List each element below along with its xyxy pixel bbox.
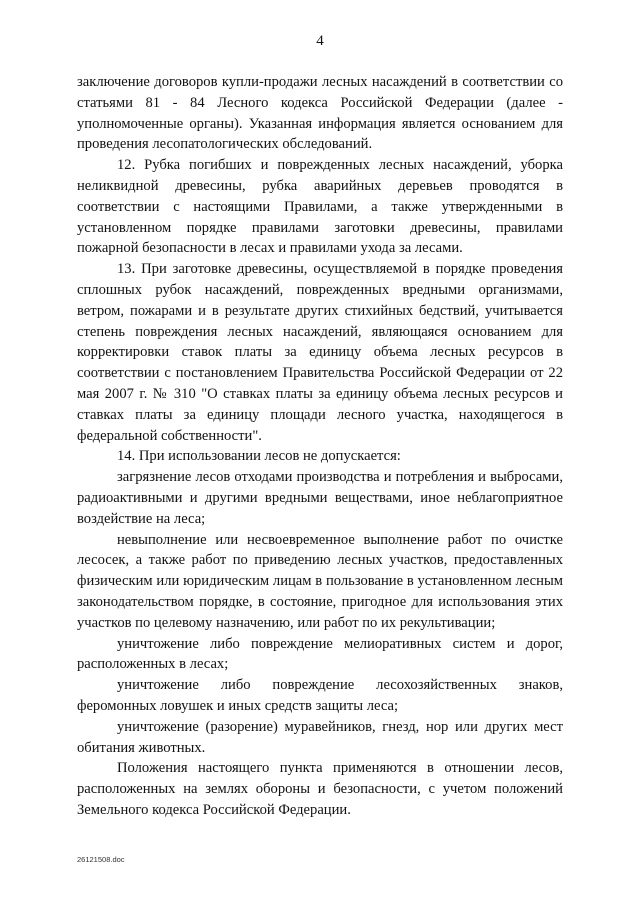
paragraph-melioration: уничтожение либо повреждение мелиоративных систем и дорог, расположенных в лесах; bbox=[77, 635, 563, 673]
paragraph-item-13: 13. При заготовке древесины, осуществляемой в порядке проведения сплошных рубок насаждений, поврежденных вредными организмами, ветром, пожарами и в результате других стихийных бедствий, учитывается степень повреждения лесных насаждений, являющаяся основанием для корректировки ставок платы за единицу объема лесных ресурсов в соответствии с постановлением Правительства Российской Федерации от 22 мая 2007 г. № 310 "О ставках платы за единицу объема лесных ресурсов и ставках платы за единицу площади лесного участка, находящегося в федеральной собственности". bbox=[77, 261, 563, 444]
paragraph-pollution: загрязнение лесов отходами производства и потребления и выбросами, радиоактивными и другими вредными веществами, иное неблагоприятное воздействие на леса; bbox=[77, 469, 563, 527]
paragraph-item-14-heading: 14. При использовании лесов не допускается: bbox=[117, 448, 401, 465]
document-body bbox=[77, 72, 563, 821]
footer-filename: 26121508.doc bbox=[77, 855, 125, 864]
paragraph-defense-lands: Положения настоящего пункта применяются в отношении лесов, расположенных на землях обороны и безопасности, с учетом положений Земельного кодекса Российской Федерации. bbox=[77, 760, 563, 818]
page-number: 4 bbox=[316, 33, 324, 49]
paragraph-continuation: заключение договоров купли-продажи лесных насаждений в соответствии со статьями 81 - 84 Лесного кодекса Российской Федерации (далее - уполномоченные органы). Указанная информация является основанием для проведения лесопатологических обследований. bbox=[77, 74, 563, 153]
paragraph-item-12: 12. Рубка погибших и поврежденных лесных насаждений, уборка неликвидной древесины, рубка аварийных деревьев проводятся в соответствии с настоящими Правилами, а также утвержденными в установленном порядке правилами заготовки древесины, правилами пожарной безопасности в лесах и правилами ухода за лесами. bbox=[77, 157, 563, 257]
paragraph-habitats: уничтожение (разорение) муравейников, гнезд, нор или других мест обитания животных. bbox=[77, 718, 563, 756]
paragraph-forest-signs: уничтожение либо повреждение лесохозяйственных знаков, феромонных ловушек и иных средств защиты леса; bbox=[77, 677, 563, 714]
paragraph-cleanup: невыполнение или несвоевременное выполнение работ по очистке лесосек, а также работ по приведению лесных участков, предоставленных физическим или юридическим лицам в пользование в установленном лесным законодательством порядке, в состояние, пригодное для использования этих участков по целевому назначению, или работ по их рекультивации; bbox=[77, 531, 563, 631]
